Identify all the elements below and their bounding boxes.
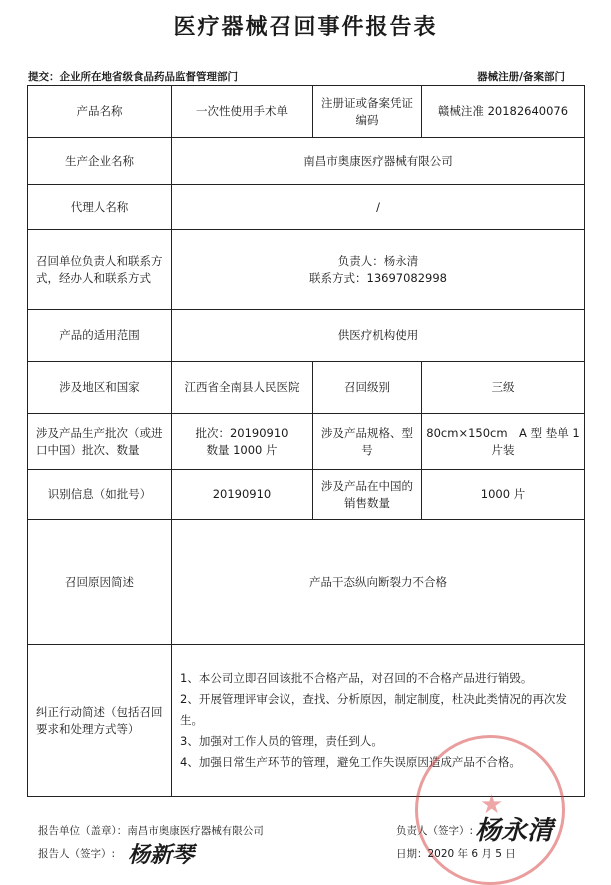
recall-report-table	[27, 85, 585, 797]
region-label: 涉及地区和国家	[28, 362, 172, 414]
reporter-label: 报告人（签字）:	[38, 848, 116, 860]
table-row	[28, 230, 585, 310]
responsible-signature: 杨永清	[475, 816, 554, 846]
seal-star-icon: ★	[480, 790, 504, 820]
table-row	[28, 138, 585, 185]
spec-label: 涉及产品规格、型号	[313, 414, 422, 470]
reason-value: 产品干态纵向断裂力不合格	[172, 520, 585, 645]
responsible-sign-label: 负责人（签字）:	[396, 825, 474, 837]
action-item: 2、开展管理评审会议，查找、分析原因，制定制度，杜决此类情况的再次发生。	[180, 692, 567, 727]
responsible-person: 负责人：杨永清	[337, 253, 419, 268]
action-label: 纠正行动简述（包括召回要求和处理方式等）	[28, 645, 172, 797]
batch-quantity: 数量 1000 片	[206, 442, 278, 457]
reason-label: 召回原因简述	[28, 520, 172, 645]
action-item: 1、本公司立即召回该批不合格产品，对召回的不合格产品进行销毁。	[180, 671, 533, 685]
manufacturer-label: 生产企业名称	[28, 138, 172, 185]
recall-level-value: 三级	[422, 362, 585, 414]
product-name-label: 产品名称	[28, 86, 172, 138]
id-label: 识别信息（如批号）	[28, 470, 172, 520]
action-item: 3、加强对工作人员的管理，责任到人。	[180, 734, 383, 748]
table-row	[28, 414, 585, 470]
sales-value: 1000 片	[422, 470, 585, 520]
region-value: 江西省全南县人民医院	[172, 362, 313, 414]
table-row	[28, 185, 585, 230]
report-unit: 报告单位（盖章）：南昌市奥康医疗器械有限公司	[38, 825, 264, 837]
report-date: 日期：2020 年 6 月 5 日	[396, 848, 516, 860]
reg-no-value: 赣械注准 20182640076	[422, 86, 585, 138]
sales-label: 涉及产品在中国的销售数量	[313, 470, 422, 520]
product-name-value: 一次性使用手术单	[172, 86, 313, 138]
recall-level-label: 召回级别	[313, 362, 422, 414]
scope-value: 供医疗机构使用	[172, 310, 585, 362]
reporter-signature: 杨新琴	[128, 842, 195, 868]
batch-number: 批次：20190910	[195, 425, 289, 440]
reg-no-label: 注册证或备案凭证编码	[313, 86, 422, 138]
batch-value	[172, 414, 313, 470]
submit-to-text: 提交：企业所在地省级食品药品监督管理部门	[28, 71, 238, 83]
action-item: 4、加强日常生产环节的管理，避免工作失误原因造成产品不合格。	[180, 755, 521, 769]
contact-phone: 联系方式：13697082998	[309, 270, 447, 285]
table-row	[28, 362, 585, 414]
agent-label: 代理人名称	[28, 185, 172, 230]
agent-value: /	[172, 185, 585, 230]
table-row	[28, 86, 585, 138]
dept-text: 器械注册/备案部门	[477, 71, 565, 83]
spec-value: 80cm×150cm A 型 垫单 1 片装	[422, 414, 585, 470]
page-title: 医疗器械召回事件报告表	[173, 15, 438, 40]
manufacturer-value: 南昌市奥康医疗器械有限公司	[172, 138, 585, 185]
batch-label: 涉及产品生产批次（或进口中国）批次、数量	[28, 414, 172, 470]
scope-label: 产品的适用范围	[28, 310, 172, 362]
contact-label: 召回单位负责人和联系方式，经办人和联系方式	[28, 230, 172, 310]
contact-value	[172, 230, 585, 310]
table-row	[28, 470, 585, 520]
table-row	[28, 520, 585, 645]
id-value: 20190910	[172, 470, 313, 520]
table-row	[28, 310, 585, 362]
